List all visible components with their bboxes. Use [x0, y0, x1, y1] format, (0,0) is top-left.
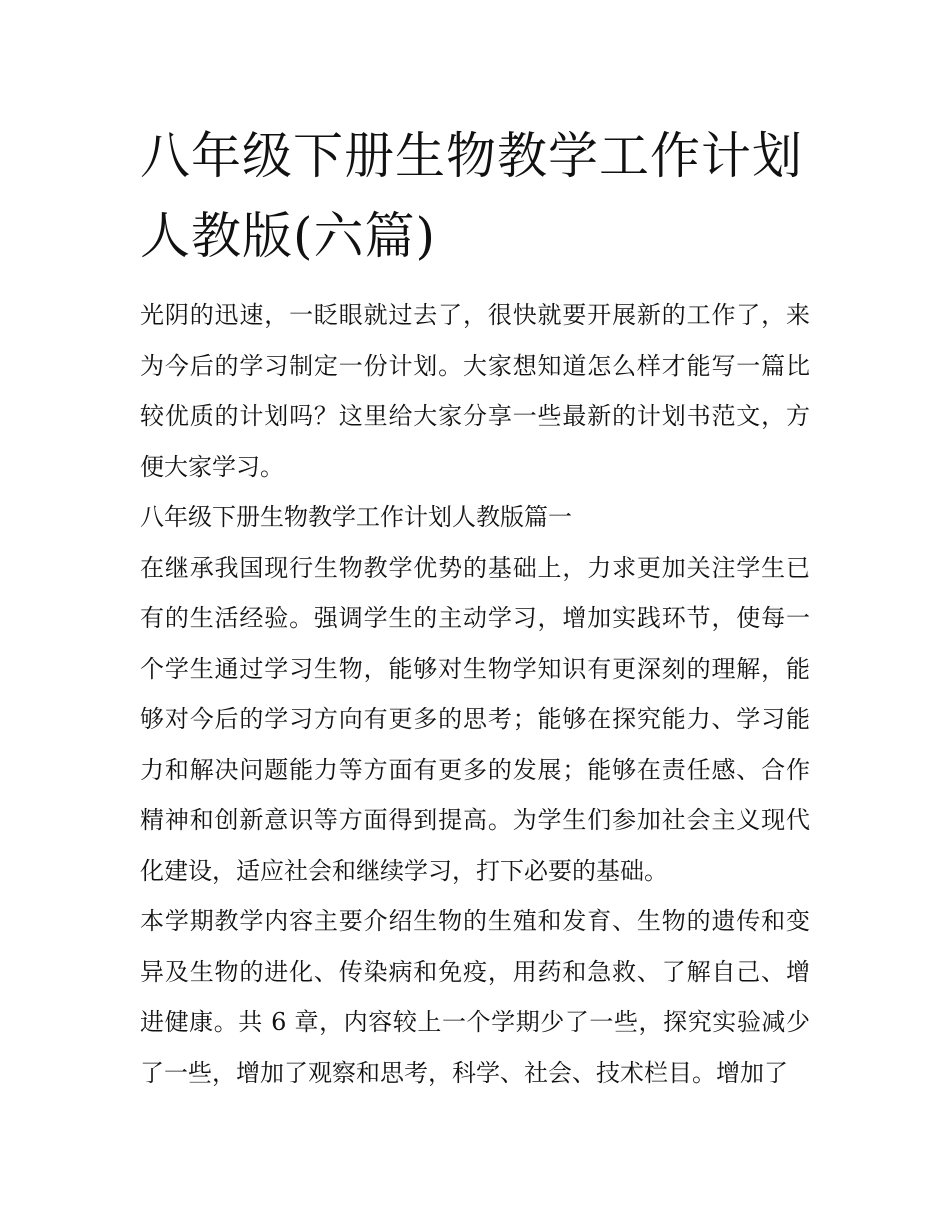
body-paragraph: 在继承我国现行生物教学优势的基础上，力求更加关注学生已有的生活经验。强调学生的主动学习，增加实践环节，使每一个学生通过学习生物，能够对生物学知识有更深刻的理解，能够对今后的学习方向有更多的思考；能够在探究能力、学习能力和解决问题能力等方面有更多的发展；能够在责任感、合作精神和创新意识等方面得到提高。为学生们参加社会主义现代化建设，适应社会和继续学习，打下必要的基础。: [140, 553, 810, 885]
intro-paragraph: 光阴的迅速，一眨眼就过去了，很快就要开展新的工作了，来为今后的学习制定一份计划。大家想知道怎么样才能写一篇比较优质的计划吗？这里给大家分享一些最新的计划书范文，方便大家学习。: [140, 301, 810, 481]
document-title: 八年级下册生物教学工作计划人教版(六篇): [140, 127, 803, 265]
document-body: [140, 290, 810, 1098]
section-heading: 八年级下册生物教学工作计划人教版篇一: [140, 503, 572, 531]
body-paragraph: 本学期教学内容主要介绍生物的生殖和发育、生物的遗传和变异及生物的进化、传染病和免疫，用药和急救、了解自己、增进健康。共 6 章，内容较上一个学期少了一些，探究实验减少了一些，增加了观察和思考，科学、社会、技术栏目。增加了: [140, 907, 810, 1087]
